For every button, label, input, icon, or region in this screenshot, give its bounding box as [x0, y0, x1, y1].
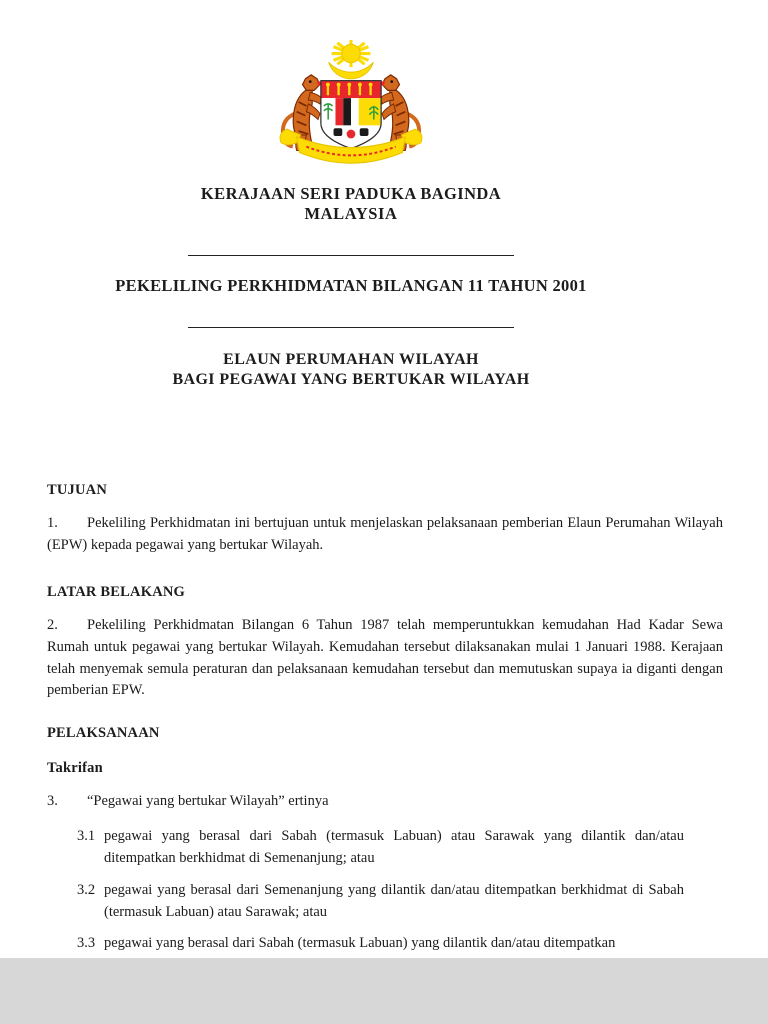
divider-bottom	[188, 327, 514, 328]
list-item-3-3-text: pegawai yang berasal dari Sabah (termasuk Labuan) yang dilantik dan/atau ditempatkan	[104, 935, 616, 951]
section-heading-pelaksanaan: PELAKSANAAN	[47, 725, 160, 741]
paragraph-1-number: 1.	[47, 515, 58, 531]
list-item-3-2	[77, 880, 687, 924]
paragraph-1	[47, 513, 723, 557]
circular-title: PEKELILING PERKHIDMATAN BILANGAN 11 TAHUN 2001	[115, 276, 587, 295]
paragraph-2-text: Pekeliling Perkhidmatan Bilangan 6 Tahun 1987 telah memperuntukkan kemudahan Had Kadar Sewa Rumah untuk pegawai yang bertukar Wilayah. Kemudahan tersebut dilaksanakan mulai 1 Januari 1988. Kerajaan telah menyemak semula peraturan dan pelaksanaan kemudahan tersebut dan memutuskan supaya ia diganti dengan pemberian EPW.	[47, 617, 723, 699]
paragraph-2	[47, 615, 723, 702]
paragraph-3-number: 3.	[47, 793, 58, 809]
subject-line2: BAGI PEGAWAI YANG BERTUKAR WILAYAH	[172, 371, 530, 388]
list-item-3-3	[77, 933, 687, 955]
org-name-line2: MALAYSIA	[304, 204, 398, 223]
list-item-3-1-number: 3.1	[77, 828, 96, 844]
paragraph-2-number: 2.	[47, 617, 58, 633]
paragraph-3	[47, 791, 723, 813]
divider-top	[188, 255, 514, 256]
malaysia-coat-of-arms-icon	[273, 38, 429, 173]
subsection-heading-takrifan: Takrifan	[47, 760, 103, 776]
subject-line1: ELAUN PERUMAHAN WILAYAH	[223, 351, 479, 368]
paragraph-1-text: Pekeliling Perkhidmatan ini bertujuan untuk menjelaskan pelaksanaan pemberian Elaun Perumahan Wilayah (EPW) kepada pegawai yang bertukar Wilayah.	[47, 515, 723, 553]
list-item-3-2-text: pegawai yang berasal dari Semenanjung yang dilantik dan/atau ditempatkan berkhidmat di Sabah (termasuk Labuan) atau Sarawak; atau	[104, 882, 684, 920]
list-item-3-3-number: 3.3	[77, 935, 96, 951]
section-heading-tujuan: TUJUAN	[47, 482, 108, 498]
org-name-line1: KERAJAAN SERI PADUKA BAGINDA	[200, 184, 502, 203]
list-item-3-2-number: 3.2	[77, 882, 96, 898]
crest-svg	[273, 38, 429, 168]
section-heading-latar-belakang: LATAR BELAKANG	[47, 584, 186, 600]
list-item-3-1-text: pegawai yang berasal dari Sabah (termasuk Labuan) atau Sarawak yang dilantik dan/atau ditempatkan berkhidmat di Semenanjung; atau	[104, 828, 684, 866]
list-item-3-1	[77, 826, 687, 870]
paragraph-3-text: “Pegawai yang bertukar Wilayah” ertinya	[87, 793, 329, 809]
